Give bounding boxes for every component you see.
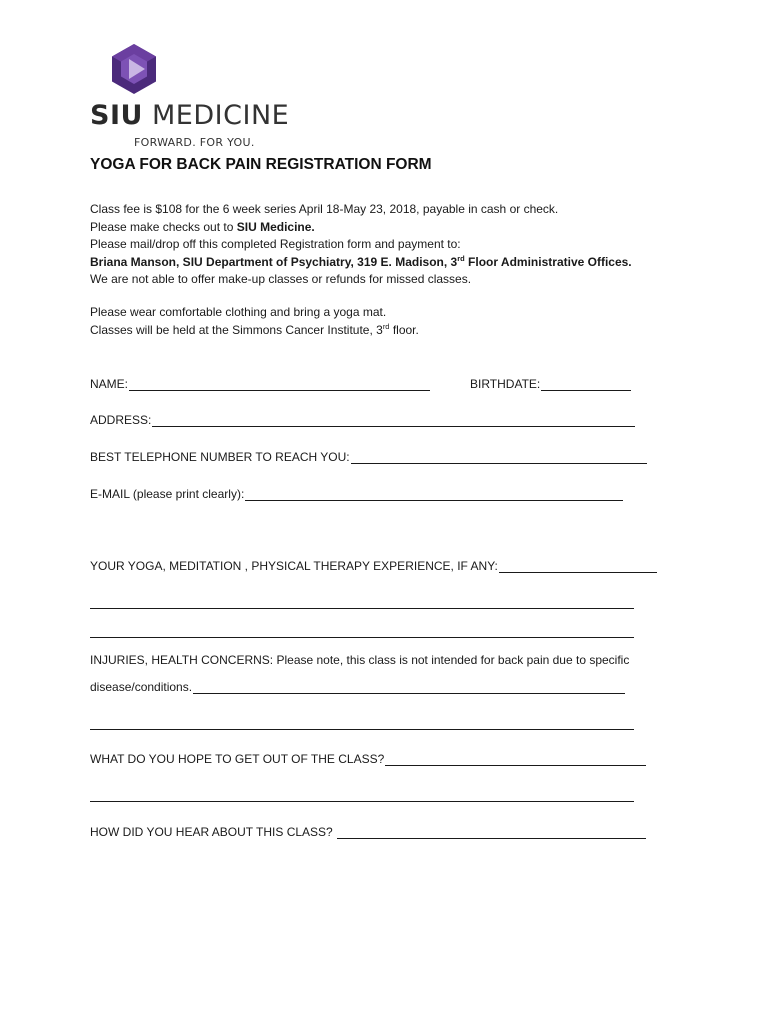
form-title: YOGA FOR BACK PAIN REGISTRATION FORM bbox=[90, 156, 432, 173]
siu-hexagon-play-icon bbox=[112, 44, 156, 94]
experience-field bbox=[90, 559, 657, 573]
logo-name-bold: SIU bbox=[90, 100, 143, 131]
hope-extra-line[interactable] bbox=[90, 801, 634, 802]
intro-line-mail: Please mail/drop off this completed Registration form and payment to: bbox=[90, 237, 461, 251]
hope-input-line[interactable] bbox=[385, 753, 646, 766]
injuries-label: INJURIES, HEALTH CONCERNS: Please note, this class is not intended for back pain due to specific bbox=[90, 653, 630, 667]
injuries-field bbox=[90, 680, 625, 694]
name-field bbox=[90, 377, 430, 391]
address-field bbox=[90, 413, 635, 427]
intro-line-address bbox=[90, 254, 632, 272]
phone-label: BEST TELEPHONE NUMBER TO REACH YOU: bbox=[90, 450, 350, 464]
hope-field bbox=[90, 752, 646, 766]
notes-location-sup: rd bbox=[382, 321, 390, 331]
intro-paragraph bbox=[90, 201, 632, 289]
birthdate-input-line[interactable] bbox=[541, 378, 631, 391]
phone-input-line[interactable] bbox=[351, 451, 647, 464]
intro-line-checks bbox=[90, 219, 632, 237]
intro-checks-payee: SIU Medicine. bbox=[236, 219, 315, 234]
name-label: NAME: bbox=[90, 377, 129, 391]
hope-label: WHAT DO YOU HOPE TO GET OUT OF THE CLASS? bbox=[90, 752, 385, 766]
heard-label: HOW DID YOU HEAR ABOUT THIS CLASS? bbox=[90, 825, 333, 839]
notes-line-location bbox=[90, 322, 419, 340]
intro-address-sup: rd bbox=[457, 253, 465, 263]
name-input-line[interactable] bbox=[129, 378, 430, 391]
injuries-extra-line[interactable] bbox=[90, 729, 634, 730]
injuries-input-line[interactable] bbox=[193, 681, 625, 694]
intro-checks-text: Please make checks out to bbox=[90, 219, 237, 234]
logo-wordmark bbox=[90, 100, 289, 131]
logo-tagline: FORWARD. FOR YOU. bbox=[134, 136, 255, 149]
notes-location-text: Classes will be held at the Simmons Cancer Institute, 3 bbox=[90, 322, 383, 337]
intro-address-text: Briana Manson, SIU Department of Psychiatry, 319 E. Madison, 3 bbox=[90, 254, 458, 269]
heard-input-line[interactable] bbox=[337, 826, 646, 839]
phone-field bbox=[90, 450, 647, 464]
intro-line-refunds: We are not able to offer make-up classes or refunds for missed classes. bbox=[90, 272, 472, 286]
injuries-heading bbox=[90, 653, 629, 667]
notes-line-clothing: Please wear comfortable clothing and bring a yoga mat. bbox=[90, 305, 387, 319]
notes-paragraph bbox=[90, 304, 419, 339]
address-label: ADDRESS: bbox=[90, 413, 152, 427]
experience-extra-line-1[interactable] bbox=[90, 608, 634, 609]
intro-line-fee: Class fee is $108 for the 6 week series April 18-May 23, 2018, payable in cash or check. bbox=[90, 202, 559, 216]
heard-field bbox=[90, 825, 646, 839]
injuries-conditions-label: disease/conditions. bbox=[90, 680, 193, 694]
email-field bbox=[90, 487, 623, 501]
email-label: E-MAIL (please print clearly): bbox=[90, 487, 245, 501]
notes-location-rest: floor. bbox=[389, 322, 419, 337]
experience-input-line[interactable] bbox=[499, 560, 657, 573]
experience-extra-line-2[interactable] bbox=[90, 637, 634, 638]
experience-label: YOUR YOGA, MEDITATION , PHYSICAL THERAPY EXPERIENCE, IF ANY: bbox=[90, 559, 498, 573]
logo-name-rest: MEDICINE bbox=[152, 100, 290, 131]
address-input-line[interactable] bbox=[152, 414, 635, 427]
birthdate-label: BIRTHDATE: bbox=[470, 377, 541, 391]
email-input-line[interactable] bbox=[245, 488, 623, 501]
intro-address-rest: Floor Administrative Offices. bbox=[464, 254, 632, 269]
birthdate-field bbox=[470, 377, 631, 391]
